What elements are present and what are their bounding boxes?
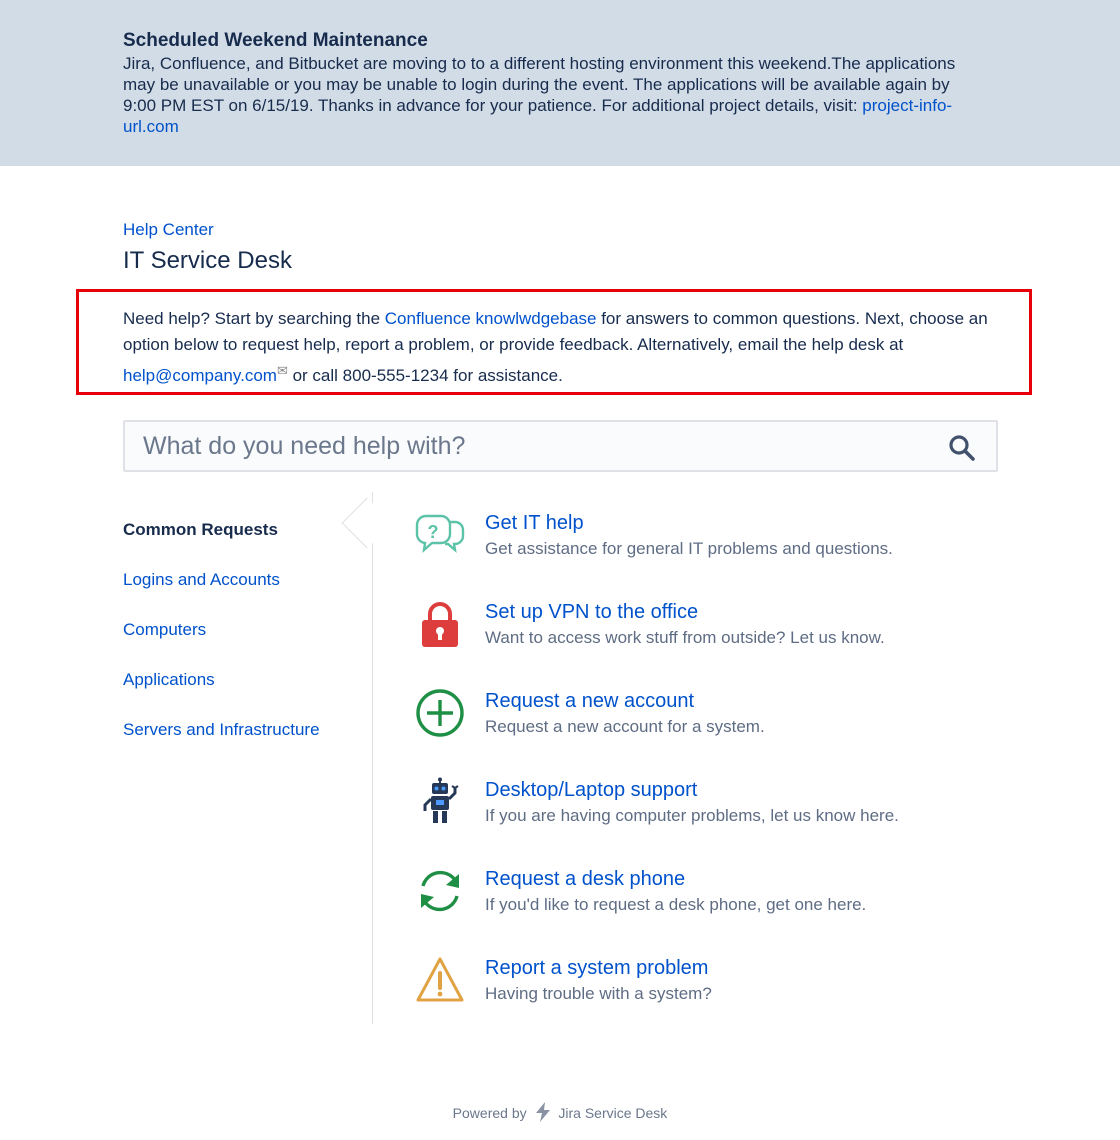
refresh-arrows-icon	[415, 866, 465, 916]
warning-triangle-icon	[415, 955, 465, 1005]
request-group-nav	[123, 500, 363, 750]
plus-circle-icon	[415, 688, 465, 738]
request-type-list	[415, 510, 1035, 1044]
request-get-it-help[interactable]	[415, 510, 1035, 599]
footer-prefix: Powered by	[452, 1105, 527, 1121]
lock-icon	[415, 599, 465, 649]
sidebar-item-servers-infrastructure[interactable]: Servers and Infrastructure	[123, 720, 320, 739]
jira-service-desk-logo-icon	[533, 1101, 553, 1123]
request-title[interactable]: Desktop/Laptop support	[485, 779, 698, 801]
request-desk-phone[interactable]	[415, 866, 1035, 955]
request-title[interactable]: Request a new account	[485, 690, 695, 712]
search-icon[interactable]	[948, 434, 976, 462]
request-title[interactable]: Report a system problem	[485, 957, 709, 979]
footer-product: Jira Service Desk	[558, 1105, 668, 1121]
sidebar-divider	[372, 492, 373, 1024]
announcement-part3: or call 800-555-1234 for assistance.	[287, 366, 563, 385]
request-description: Having trouble with a system?	[485, 984, 712, 1003]
request-description: Want to access work stuff from outside? Let us know.	[485, 628, 885, 647]
banner-text	[123, 53, 973, 137]
mail-icon: ✉	[276, 363, 288, 378]
request-description: Get assistance for general IT problems and questions.	[485, 539, 893, 558]
sidebar-item-computers[interactable]: Computers	[123, 620, 207, 639]
announcement-text	[123, 306, 1003, 389]
maintenance-banner	[0, 0, 1120, 166]
request-description: If you are having computer problems, let us know here.	[485, 806, 899, 825]
announcement-highlight-box	[76, 289, 1032, 395]
request-description: Request a new account for a system.	[485, 717, 765, 736]
banner-title: Scheduled Weekend Maintenance	[123, 30, 428, 51]
search-box	[123, 420, 998, 472]
confluence-kb-link[interactable]: Confluence knowlwdgebase	[384, 309, 597, 328]
banner-content	[123, 30, 973, 137]
breadcrumb-help-center[interactable]: Help Center	[123, 220, 214, 239]
request-title[interactable]: Get IT help	[485, 512, 584, 534]
banner-body: Jira, Confluence, and Bitbucket are moving to to a different hosting environment this weekend.The applications may be unavailable or you may be unable to login during the event. The applications will be available again by 9:00 PM EST on 6/15/19. Thanks in advance for your patience. For additional project details, visit:	[123, 54, 956, 115]
footer	[0, 1101, 1120, 1123]
svg-text:?: ?	[427, 522, 439, 542]
sidebar-item-common-requests[interactable]: Common Requests	[123, 520, 278, 539]
request-setup-vpn[interactable]	[415, 599, 1035, 688]
request-new-account[interactable]	[415, 688, 1035, 777]
sidebar-item-applications[interactable]: Applications	[123, 670, 215, 689]
request-title[interactable]: Request a desk phone	[485, 868, 686, 890]
request-title[interactable]: Set up VPN to the office	[485, 601, 699, 623]
announcement-part2: for answers to common questions. Next, choose an option below to request help, report a problem, or provide feedback. Alternatively, email the help desk at	[123, 309, 988, 354]
chat-bubbles-question-icon	[415, 510, 465, 560]
robot-icon	[415, 777, 465, 827]
request-description: If you'd like to request a desk phone, get one here.	[485, 895, 867, 914]
request-desktop-laptop-support[interactable]	[415, 777, 1035, 866]
announcement-part1: Need help? Start by searching the	[123, 309, 385, 328]
search-input[interactable]	[143, 430, 923, 462]
banner-project-link[interactable]: project-info-url.com	[123, 96, 953, 136]
sidebar-item-logins-accounts[interactable]: Logins and Accounts	[123, 570, 280, 589]
page-title: IT Service Desk	[123, 247, 292, 274]
help-email-link[interactable]: help@company.com	[123, 366, 277, 385]
request-report-system-problem[interactable]	[415, 955, 1035, 1044]
